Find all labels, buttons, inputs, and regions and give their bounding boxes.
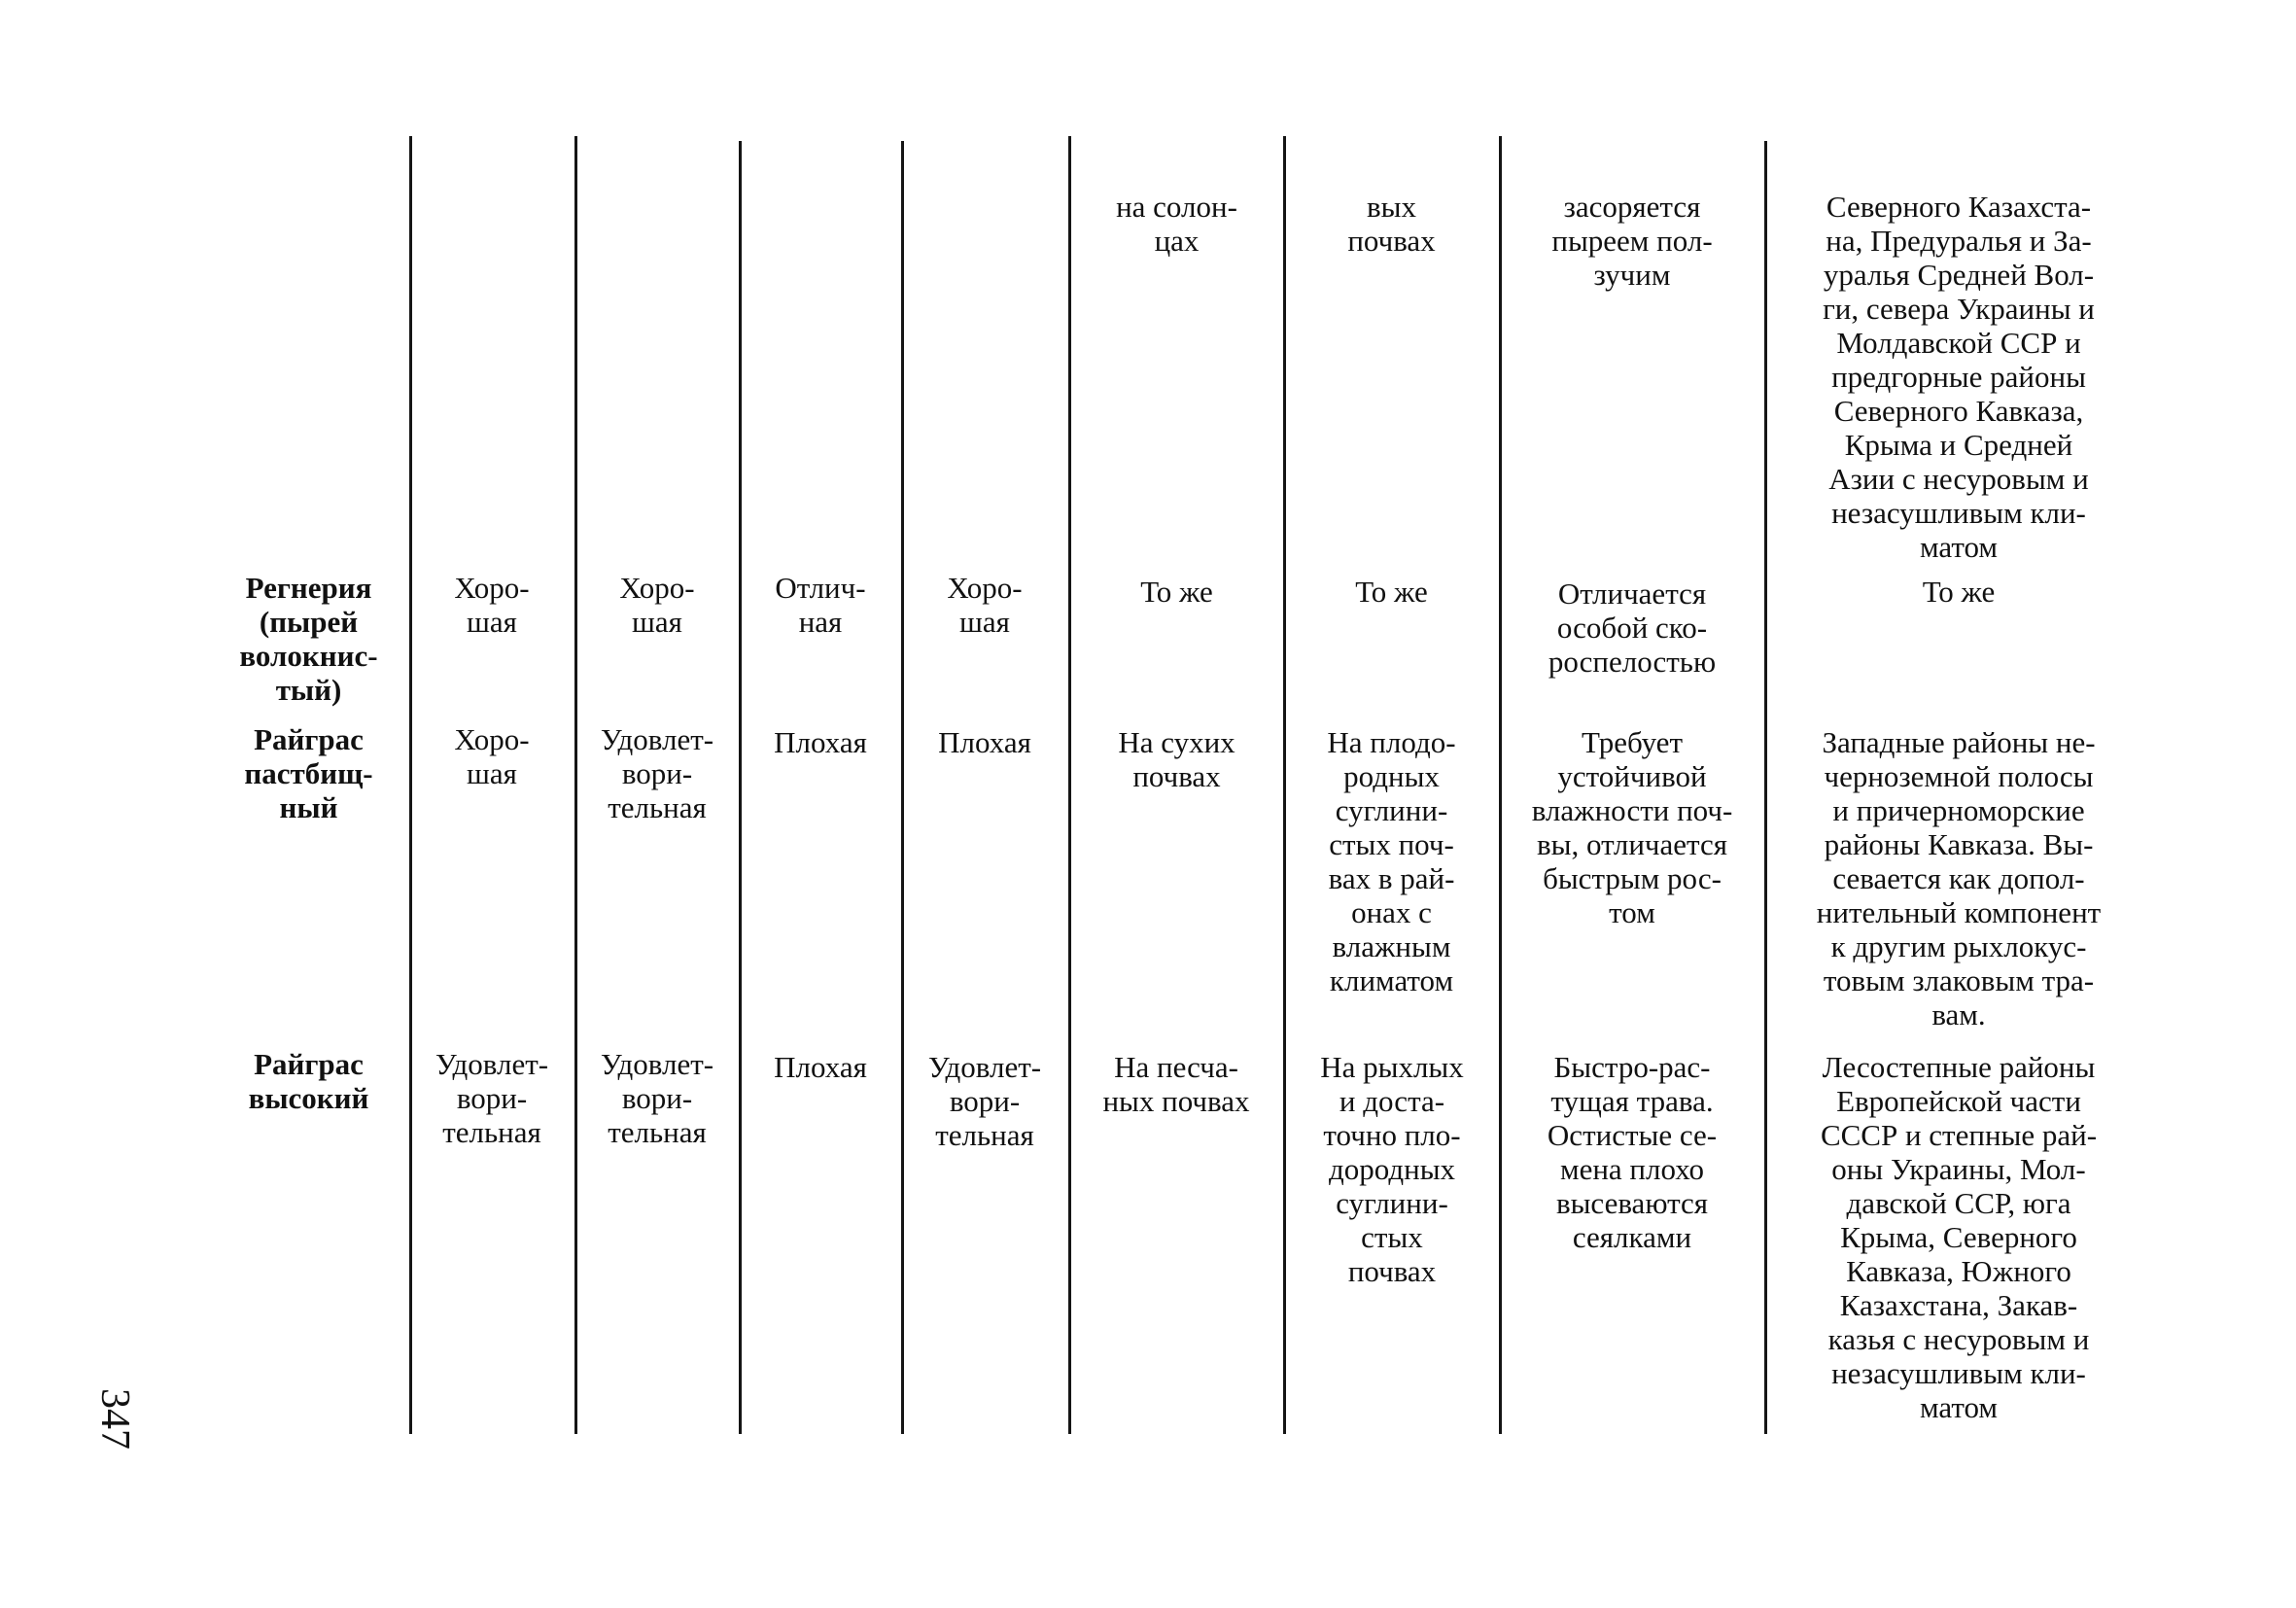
cell-col1: Хоро- шая <box>454 571 530 639</box>
cell-grass-name: Райграс пастбищ- ный <box>244 722 373 824</box>
cell-col2: Хоро- шая <box>619 571 695 639</box>
cell-best-soils: На плодо- родных суглини- стых поч- вах в рай- онах с влажным климатом <box>1327 725 1456 997</box>
cell-col4: Удовлет- вори- тельная <box>927 1050 1042 1152</box>
cell-sowing: На песча- ных почвах <box>1102 1050 1250 1118</box>
cell-features: Требует устойчивой влажности поч- вы, отличается быстрым рос- том <box>1531 725 1733 929</box>
cell-best-soils: То же <box>1355 575 1428 609</box>
column-rule <box>1283 136 1286 1434</box>
column-rule <box>1499 136 1502 1434</box>
cell-col4: Хоро- шая <box>947 571 1023 639</box>
cell-sowing: На сухих почвах <box>1118 725 1235 793</box>
cell-sowing: То же <box>1140 575 1213 609</box>
cell-col4: Плохая <box>938 725 1031 759</box>
cell-col1: Хоро- шая <box>454 722 530 790</box>
cell-best-soils: На рыхлых и доста- точно пло- дородных суглини- стых почвах <box>1320 1050 1464 1288</box>
cell-col2: Удовлет- вори- тельная <box>600 722 714 824</box>
page-number: 347 <box>92 1388 137 1450</box>
cell-regions: Лесостепные районы Европейской части СССР и степные рай- оны Украины, Мол- давской ССР, юга Крыма, Северного Кавказа, Южного Казахстана, Закав- казья с несуровым и незасушливым кли- матом <box>1820 1050 2098 1424</box>
cell-grass-name: Регнерия (пырей волокнис- тый) <box>239 571 378 707</box>
column-rule <box>739 141 742 1434</box>
cell-col3: Плохая <box>774 1050 867 1084</box>
cell-regions-cont: Северного Казахста- на, Предуралья и За- уралья Средней Вол- ги, севера Украины и Молдавской ССР и предгорные районы Северного Кавказа, Крыма и Средней Азии с несуровым и незасушливым кли- матом <box>1823 190 2095 564</box>
column-rule <box>574 136 577 1434</box>
cell-col3: Плохая <box>774 725 867 759</box>
cell-regions: Западные районы не- черноземной полосы и причерноморские районы Кавказа. Вы- севается как допол- нительный компонент к другим рыхлокус- товым злаковым тра- вам. <box>1816 725 2102 1031</box>
cell-col1: Удовлет- вори- тельная <box>435 1047 549 1149</box>
cell-features: Отличается особой ско- роспелостью <box>1548 577 1717 679</box>
column-rule <box>409 136 412 1434</box>
cell-grass-name: Райграс высокий <box>248 1047 369 1115</box>
cell-sowing-cont: на солон- цах <box>1116 190 1237 258</box>
cell-col2: Удовлет- вори- тельная <box>600 1047 714 1149</box>
cell-features-cont: засоряется пыреем пол- зучим <box>1551 190 1713 292</box>
column-rule <box>1764 141 1767 1434</box>
cell-features: Быстро-рас- тущая трава. Остистые се- мена плохо высеваются сеялками <box>1547 1050 1718 1254</box>
cell-best-soils-cont: вых почвах <box>1347 190 1436 258</box>
cell-col3: Отлич- ная <box>775 571 866 639</box>
column-rule <box>901 141 904 1434</box>
cell-regions: То же <box>1922 575 1996 609</box>
column-rule <box>1068 136 1071 1434</box>
